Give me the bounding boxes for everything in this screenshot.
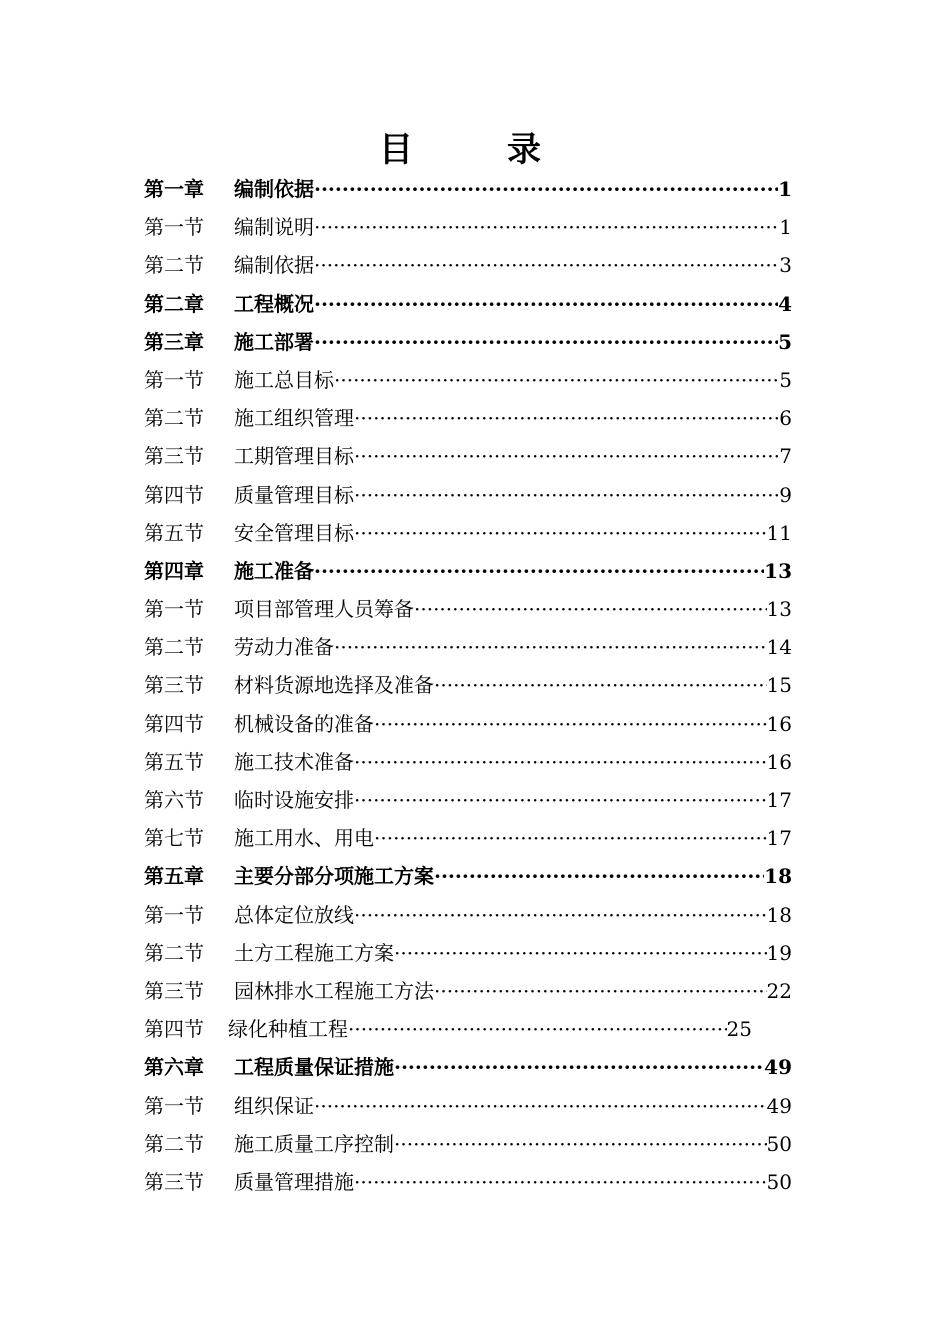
- toc-leader-dots: [374, 819, 767, 857]
- toc-leader-dots: [314, 170, 778, 208]
- toc-page-number: 1: [779, 215, 792, 240]
- toc-entry-label: 第三节: [144, 673, 204, 698]
- toc-entry-title: 主要分部分项施工方案: [234, 864, 434, 889]
- toc-leader-dots: [314, 208, 779, 246]
- toc-section-entry[interactable]: [144, 1010, 752, 1048]
- toc-section-entry[interactable]: [144, 628, 792, 666]
- toc-page-number: 18: [766, 902, 792, 927]
- toc-leader-dots: [334, 361, 779, 399]
- toc-leader-dots: [314, 246, 779, 284]
- toc-entry-label: 第六章: [144, 1055, 204, 1080]
- toc-leader-dots: [314, 552, 764, 590]
- toc-entry-title: 施工组织管理: [234, 406, 354, 431]
- toc-section-entry[interactable]: [144, 1163, 792, 1201]
- toc-section-entry[interactable]: [144, 437, 792, 475]
- toc-section-entry[interactable]: [144, 972, 792, 1010]
- toc-page-number: 7: [779, 444, 792, 469]
- toc-title: 目 录: [379, 130, 571, 170]
- toc-page-number: 50: [766, 1169, 792, 1194]
- toc-page-number: 15: [766, 673, 792, 698]
- toc-chapter-entry[interactable]: [144, 170, 792, 208]
- toc-leader-dots: [434, 972, 767, 1010]
- toc-entry-title: 编制说明: [234, 215, 314, 240]
- toc-page-number: 49: [764, 1055, 792, 1080]
- toc-page-number: 6: [779, 406, 792, 431]
- toc-leader-dots: [354, 1163, 767, 1201]
- toc-chapter-entry[interactable]: [144, 552, 792, 590]
- toc-entry-label: 第三节: [144, 978, 204, 1003]
- toc-entry-label: 第三章: [144, 329, 204, 354]
- toc-entry-title: 质量管理措施: [234, 1169, 354, 1194]
- toc-page-number: 13: [764, 558, 792, 583]
- toc-leader-dots: [354, 896, 767, 934]
- toc-entry-title: 工程概况: [234, 291, 314, 316]
- toc-entry-label: 第三节: [144, 444, 204, 469]
- toc-entry-title: 劳动力准备: [234, 635, 334, 660]
- toc-section-entry[interactable]: [144, 1087, 792, 1125]
- toc-entry-label: 第三节: [144, 1169, 204, 1194]
- toc-entry-title: 园林排水工程施工方法: [234, 978, 434, 1003]
- toc-section-entry[interactable]: [144, 896, 792, 934]
- toc-entry-title: 质量管理目标: [234, 482, 354, 507]
- toc-entry-title: 施工部署: [234, 329, 314, 354]
- toc-entry-label: 第一节: [144, 367, 204, 392]
- toc-leader-dots: [394, 1125, 767, 1163]
- toc-leader-dots: [414, 590, 767, 628]
- toc-entry-title: 编制依据: [234, 177, 314, 201]
- toc-page-number: 14: [766, 635, 792, 660]
- toc-page-number: 5: [778, 329, 792, 354]
- toc-entry-title: 工期管理目标: [234, 444, 354, 469]
- toc-entry-title: 机械设备的准备: [234, 711, 374, 736]
- toc-entry-title: 材料货源地选择及准备: [234, 673, 434, 698]
- toc-chapter-entry[interactable]: [144, 857, 792, 895]
- toc-leader-dots: [354, 476, 779, 514]
- toc-entry-title: 工程质量保证措施: [234, 1055, 394, 1080]
- toc-entry-label: 第二节: [144, 940, 204, 965]
- table-of-contents: [144, 170, 792, 1201]
- toc-page-number: 11: [766, 520, 792, 545]
- toc-entry-label: 第二章: [144, 291, 204, 316]
- toc-entry-title: 总体定位放线: [234, 902, 354, 927]
- toc-entry-label: 第四节: [144, 1017, 204, 1042]
- toc-entry-label: 第一节: [144, 1093, 204, 1118]
- toc-page-number: 49: [766, 1093, 792, 1118]
- toc-entry-title: 编制依据: [234, 253, 314, 278]
- toc-leader-dots: [314, 285, 778, 323]
- toc-entry-label: 第一章: [144, 177, 204, 201]
- toc-entry-label: 第二节: [144, 635, 204, 660]
- toc-entry-label: 第五章: [144, 864, 204, 889]
- toc-leader-dots: [348, 1010, 727, 1048]
- toc-section-entry[interactable]: [144, 819, 792, 857]
- toc-leader-dots: [434, 666, 767, 704]
- toc-page-number: 1: [778, 177, 792, 201]
- toc-page-number: 4: [778, 291, 792, 316]
- toc-entry-label: 第二节: [144, 253, 204, 278]
- toc-section-entry[interactable]: [144, 743, 792, 781]
- toc-page-number: 3: [779, 253, 792, 278]
- toc-entry-title: 施工质量工序控制: [234, 1131, 394, 1156]
- toc-page-number: 17: [766, 788, 792, 812]
- toc-entry-label: 第四节: [144, 482, 204, 507]
- toc-page-number: 25: [726, 1017, 752, 1042]
- toc-section-entry[interactable]: [144, 399, 792, 437]
- toc-leader-dots: [394, 1048, 764, 1086]
- toc-leader-dots: [354, 781, 767, 819]
- toc-section-entry[interactable]: [144, 781, 792, 819]
- toc-leader-dots: [354, 437, 779, 475]
- toc-chapter-entry[interactable]: [144, 1048, 792, 1086]
- toc-page-number: 16: [766, 749, 792, 774]
- toc-section-entry[interactable]: [144, 246, 792, 284]
- toc-section-entry[interactable]: [144, 666, 792, 704]
- toc-entry-label: 第五节: [144, 520, 204, 545]
- toc-entry-title: 组织保证: [234, 1093, 314, 1118]
- toc-page-number: 16: [766, 711, 792, 736]
- toc-entry-title: 临时设施安排: [234, 788, 354, 812]
- toc-entry-title: 绿化种植工程: [228, 1017, 348, 1042]
- toc-entry-label: 第一节: [144, 215, 204, 240]
- toc-entry-title: 安全管理目标: [234, 520, 354, 545]
- toc-page-number: 17: [766, 826, 792, 851]
- toc-page-number: 9: [779, 482, 792, 507]
- toc-leader-dots: [334, 628, 767, 666]
- toc-leader-dots: [434, 857, 764, 895]
- toc-entry-title: 施工准备: [234, 558, 314, 583]
- toc-entry-title: 项目部管理人员筹备: [234, 597, 414, 622]
- toc-entry-title: 土方工程施工方案: [234, 940, 394, 965]
- toc-section-entry[interactable]: [144, 361, 792, 399]
- toc-leader-dots: [374, 705, 767, 743]
- toc-entry-label: 第六节: [144, 788, 204, 812]
- toc-entry-title: 施工用水、用电: [234, 826, 374, 851]
- toc-page-number: 50: [766, 1131, 792, 1156]
- toc-chapter-entry[interactable]: [144, 323, 792, 361]
- toc-entry-label: 第二节: [144, 406, 204, 431]
- toc-page-number: 22: [766, 978, 792, 1003]
- toc-section-entry[interactable]: [144, 590, 792, 628]
- toc-page-number: 13: [766, 597, 792, 622]
- toc-leader-dots: [354, 399, 779, 437]
- toc-page-number: 19: [766, 940, 792, 965]
- toc-chapter-entry[interactable]: [144, 285, 792, 323]
- toc-page-number: 18: [764, 864, 792, 889]
- toc-entry-label: 第一节: [144, 597, 204, 622]
- toc-entry-label: 第四节: [144, 711, 204, 736]
- toc-leader-dots: [354, 743, 767, 781]
- toc-entry-label: 第七节: [144, 826, 204, 851]
- toc-entry-title: 施工总目标: [234, 367, 334, 392]
- toc-leader-dots: [314, 1087, 767, 1125]
- toc-section-entry[interactable]: [144, 934, 792, 972]
- toc-section-entry[interactable]: [144, 1125, 792, 1163]
- toc-entry-title: 施工技术准备: [234, 749, 354, 774]
- toc-entry-label: 第一节: [144, 902, 204, 927]
- toc-section-entry[interactable]: [144, 208, 792, 246]
- toc-entry-label: 第四章: [144, 558, 204, 583]
- toc-leader-dots: [314, 323, 778, 361]
- toc-leader-dots: [354, 514, 767, 552]
- toc-page-number: 5: [779, 367, 792, 392]
- toc-section-entry[interactable]: [144, 476, 792, 514]
- toc-entry-label: 第五节: [144, 749, 204, 774]
- toc-leader-dots: [394, 934, 767, 972]
- toc-section-entry[interactable]: [144, 705, 792, 743]
- toc-section-entry[interactable]: [144, 514, 792, 552]
- toc-entry-label: 第二节: [144, 1131, 204, 1156]
